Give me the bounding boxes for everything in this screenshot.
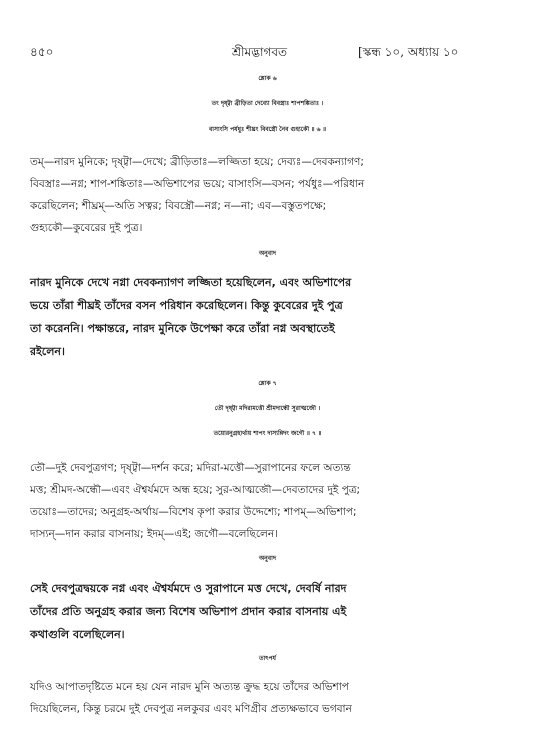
verse-7-translation-heading: অনুবাদ [258, 555, 276, 562]
purport-heading: তাৎপর্য [259, 655, 276, 662]
page-number: ৪৫০ [30, 45, 54, 59]
verse-7-line-2: তয়োরনুগ্রহার্থায় শাপং দাস্যন্নিদং জগৌ ॥ ৭ ॥ [213, 430, 322, 437]
verse-6-translation-1: নারদ মুনিকে দেখে নগ্না দেবকন্যাগণ লজ্জিতা হয়েছিলেন, এবং অভিশাপের [30, 276, 352, 289]
verse-6-heading: শ্লোক ৬ [258, 75, 277, 82]
verse-6-translation-2: ভয়ে তাঁরা শীঘ্রই তাঁদের বসন পরিধান করেছিলেন। কিন্তু কুবেরের দুই পুত্র [30, 299, 343, 312]
verse-6-synonyms-3: করেছিলেন; শীঘ্রম্—অতি সত্বর; বিবস্ত্রৌ—নগ্ন; ন—না; এব—বস্তুতপক্ষে; [30, 200, 327, 212]
verse-6-synonyms-2: বিবস্ত্রাঃ—নগ্ন; শাপ-শঙ্কিতাঃ—অভিশাপের ভয়ে; বাসাংসি—বসন; পর্যধুঃ—পরিধান [30, 178, 365, 190]
verse-7-translation-2: তাঁদের প্রতি অনুগ্রহ করার জন্য বিশেষ অভিশাপ প্রদান করার বাসনায় এই [30, 605, 347, 618]
book-title: শ্রীমদ্ভাগবত [232, 45, 288, 59]
verse-7-synonyms-2: মত্ত; শ্রীমদ-অন্ধৌ—এবং ঐশ্বর্যমদে অন্ধ হয়ে; সুর-আত্মজৌ—দেবতাদের দুই পুত্র; [30, 484, 361, 496]
purport-line-2: দিয়েছিলেন, কিন্তু চরমে দুই দেবপুত্র নলকুবর এবং মণিগ্রীব প্রত্যক্ষভাবে ভগবান [30, 703, 352, 715]
verse-6-translation-heading: অনুবাদ [258, 250, 276, 257]
verse-6-synonyms-1: তম্—নারদ মুনিকে; দৃষ্ট্বা—দেখে; ব্রীড়িতাঃ—লজ্জিতা হয়ে; দেব্যঃ—দেবকন্যাগণ; [30, 156, 364, 168]
verse-6-synonyms-4: গুহ্যকৌ—কুবেরের দুই পুত্র। [30, 222, 143, 234]
verse-6-translation-3: তা করেননি। পক্ষান্তরে, নারদ মুনিকে উপেক্ষা করে তাঁরা নগ্ন অবস্থাতেই [30, 322, 335, 335]
verse-7-line-1: তৌ দৃষ্ট্বা মদিরামত্তৌ শ্রীমদান্ধৌ সুরাত্মজৌ । [214, 405, 321, 412]
verse-7-translation-3: কথাগুলি বলেছিলেন। [30, 628, 125, 641]
verse-7-translation-1: সেই দেবপুত্রদ্বয়কে নগ্ন এবং ঐশ্বর্যমদে ও সুরাপানে মত্ত দেখে, দেবর্ষি নারদ [30, 582, 347, 595]
section-label: [স্কন্ধ ১০, অধ্যায় ১০ [358, 45, 459, 59]
verse-7-heading: শ্লোক ৭ [258, 380, 277, 387]
verse-7-synonyms-4: দাস্যন্—দান করার বাসনায়; ইদম্—এই; জগৌ—বলেছিলেন। [30, 528, 278, 540]
purport-line-1: যদিও আপাতদৃষ্টিতে মনে হয় যেন নারদ মুনি অত্যন্ত ক্রুদ্ধ হয়ে তাঁদের অভিশাপ [30, 681, 349, 693]
verse-7-synonyms-3: তয়োঃ—তাদের; অনুগ্রহ-অর্থায়—বিশেষ কৃপা করার উদ্দেশ্যে; শাপম্—অভিশাপ; [30, 506, 357, 518]
verse-6-translation-4: রইলেন। [30, 345, 65, 358]
verse-6-line-2: বাসাংসি পর্যধুঃ শীঘ্রং বিবস্ত্রৌ নৈব গুহ্যকৌ ॥ ৬ ॥ [208, 126, 327, 133]
verse-7-synonyms-1: তৌ—দুই দেবপুত্রগণ; দৃষ্ট্বা—দর্শন করে; মদিরা-মত্তৌ—সুরাপানের ফলে অত্যন্ত [30, 462, 351, 474]
verse-6-line-1: তং দৃষ্ট্বা ব্রীড়িতা দেব্যো বিবস্ত্রাঃ শাপশঙ্কিতাঃ । [211, 100, 324, 107]
